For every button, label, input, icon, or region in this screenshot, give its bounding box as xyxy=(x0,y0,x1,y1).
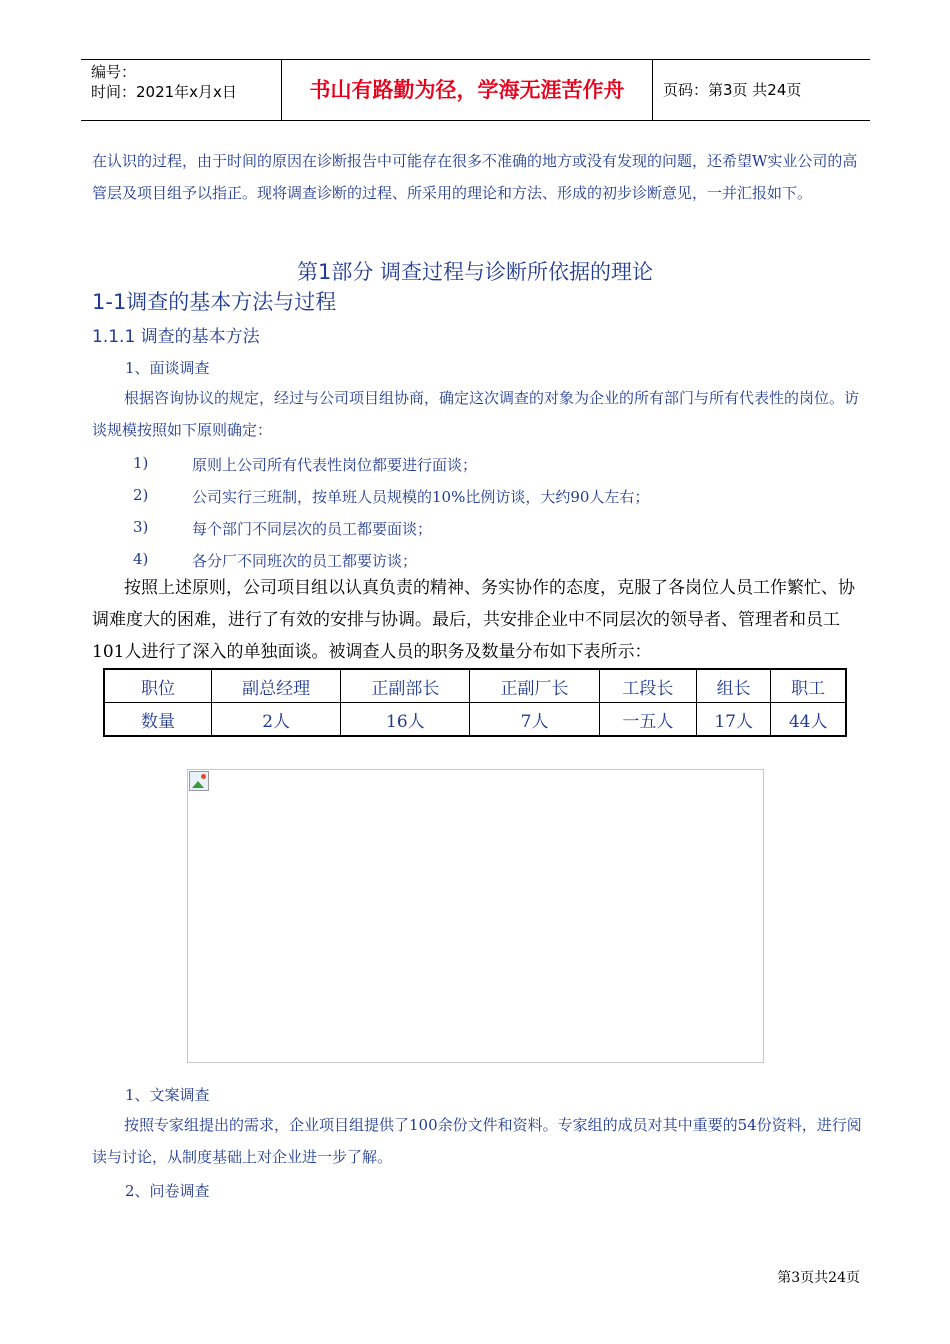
principle-num: 1) xyxy=(133,454,149,472)
section-title: 1-1调查的基本方法与过程 xyxy=(92,290,337,314)
table-cell: 数量 xyxy=(104,703,212,737)
staff-distribution-table xyxy=(103,668,847,737)
header-left xyxy=(91,62,281,102)
table-header-cell: 副总经理 xyxy=(212,669,341,703)
part-title: 第1部分 调查过程与诊断所依据的理论 xyxy=(296,260,654,284)
principle-num: 2) xyxy=(133,486,149,504)
table-header-cell: 职工 xyxy=(771,669,846,703)
principle-text: 各分厂不同班次的员工都要访谈； xyxy=(192,552,418,570)
header-page-info: 页码：第3页 共24页 xyxy=(663,81,802,99)
para-arrangement: 按照上述原则，公司项目组以认真负责的精神、务实协作的态度，克服了各岗位人员工作繁忙、协调难度大的困难，进行了有效的安排与协调。最后，共安排企业中不同层次的领导者、管理者和员工101人进行了深入的单独面谈。被调查人员的职务及数量分布如下表所示： xyxy=(92,578,855,662)
page-footer: 第3页共24页 xyxy=(777,1270,860,1286)
item-docs: 1、文案调查 xyxy=(125,1086,210,1104)
intro-paragraph: 在认识的过程，由于时间的原因在诊断报告中可能存在很多不准确的地方或没有发现的问题，还希望W实业公司的高管层及项目组予以指正。现将调查诊断的过程、所采用的理论和方法、形成的初步诊断意见，一并汇报如下。 xyxy=(92,152,858,202)
table-cell: 17人 xyxy=(697,703,771,737)
time-label: 时间：2021年x月x日 xyxy=(91,83,237,101)
subsection-title: 1.1.1 调查的基本方法 xyxy=(92,327,260,347)
para-interview: 根据咨询协议的规定，经过与公司项目组协商，确定这次调查的对象为企业的所有部门与所有代表性的岗位。访谈规模按照如下原则确定： xyxy=(92,389,860,439)
table-cell: 2人 xyxy=(212,703,341,737)
table-header-cell: 组长 xyxy=(697,669,771,703)
table-cell: 44人 xyxy=(771,703,846,737)
page-header xyxy=(81,59,870,121)
table-header-cell: 正副部长 xyxy=(341,669,470,703)
table-cell: 16人 xyxy=(341,703,470,737)
principle-num: 4) xyxy=(133,550,149,568)
table-header-cell: 职位 xyxy=(104,669,212,703)
header-motto: 书山有路勤为径，学海无涯苦作舟 xyxy=(309,78,625,102)
item-survey: 2、问卷调查 xyxy=(125,1182,210,1200)
table-cell: 一五人 xyxy=(599,703,696,737)
table-cell: 7人 xyxy=(470,703,599,737)
broken-image-icon xyxy=(189,771,209,791)
table-row xyxy=(104,669,846,703)
table-row xyxy=(104,703,846,737)
principle-text: 公司实行三班制，按单班人员规模的10%比例访谈，大约90人左右； xyxy=(192,488,650,506)
item-interview: 1、面谈调查 xyxy=(125,359,210,377)
principle-text: 每个部门不同层次的员工都要面谈； xyxy=(192,520,433,538)
para-docs: 按照专家组提出的需求，企业项目组提供了100余份文件和资料。专家组的成员对其中重要的54份资料，进行阅读与讨论，从制度基础上对企业进一步了解。 xyxy=(92,1116,862,1166)
number-label: 编号： xyxy=(91,63,137,81)
header-divider xyxy=(652,60,653,120)
table-header-cell: 正副厂长 xyxy=(470,669,599,703)
principle-text: 原则上公司所有代表性岗位都要进行面谈； xyxy=(192,456,478,474)
image-placeholder xyxy=(187,769,764,1063)
principle-num: 3) xyxy=(133,518,149,536)
table-header-cell: 工段长 xyxy=(599,669,696,703)
